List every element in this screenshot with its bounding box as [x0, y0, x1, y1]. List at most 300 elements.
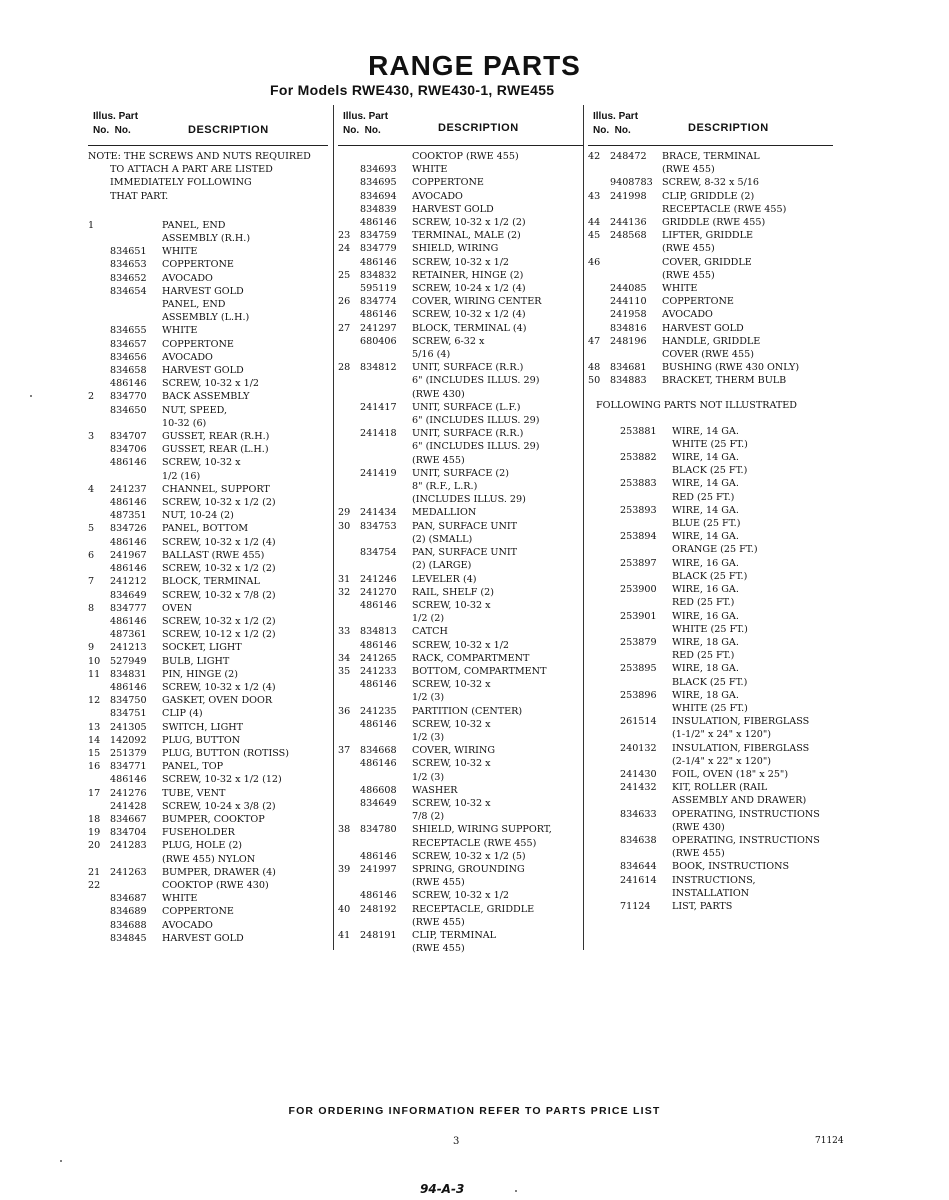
not-illustrated-heading: FOLLOWING PARTS NOT ILLUSTRATED: [596, 399, 797, 411]
part-description: BRACE, TERMINAL: [662, 151, 760, 162]
illus-number: [88, 892, 110, 905]
part-description: 6" (INCLUDES ILLUS. 29): [412, 441, 540, 453]
part-row: [88, 417, 328, 430]
illus-number: 17: [88, 787, 101, 799]
part-number: 71124: [620, 900, 651, 912]
part-description: GASKET, OVEN DOOR: [162, 695, 273, 707]
not-illustrated-row: [588, 847, 833, 860]
part-number: 241419: [360, 467, 397, 479]
header-rule: [588, 145, 833, 146]
part-description: BRACKET, THERM BULB: [662, 375, 787, 387]
not-illustrated-row: [588, 610, 833, 623]
part-description: WIRE, 16 GA.: [672, 610, 739, 622]
part-row: [88, 681, 328, 694]
part-number: [110, 311, 162, 324]
indent: [588, 676, 620, 689]
ordering-footer: FOR ORDERING INFORMATION REFER TO PARTS PRICE LIST: [288, 1105, 661, 1117]
illus-number: [588, 308, 610, 321]
part-number: [610, 348, 662, 361]
part-number: 834779: [360, 243, 397, 255]
illus-number: 29: [338, 507, 351, 519]
not-illustrated-row: [588, 821, 833, 834]
part-description: BLOCK, TERMINAL: [162, 576, 260, 588]
part-description: SCREW, 10-32 x: [412, 797, 491, 809]
part-row: [88, 575, 328, 588]
indent: [588, 847, 620, 860]
part-description: NUT, SPEED,: [162, 404, 228, 416]
illus-number: [338, 810, 360, 823]
illus-number: 21: [88, 866, 101, 878]
part-row: [588, 361, 833, 374]
illus-number: [88, 919, 110, 932]
part-row: [338, 401, 583, 414]
part-row: [338, 718, 583, 731]
part-row: [88, 285, 328, 298]
part-number: 9408783: [610, 177, 653, 189]
part-description: SCREW, 10-32 x: [412, 718, 491, 730]
illus-number: 38: [338, 824, 351, 836]
part-number: [360, 493, 412, 506]
part-description: SCREW, 10-32 x 1/2: [162, 378, 260, 390]
part-description: HARVEST GOLD: [162, 285, 244, 297]
part-number: 527949: [110, 655, 147, 667]
column-header: Illus. Part No. No. DESCRIPTION: [93, 111, 269, 136]
illus-number: [88, 417, 110, 430]
part-number: [360, 150, 412, 163]
part-number: [110, 298, 162, 311]
part-number: [620, 728, 672, 741]
part-row: [588, 216, 833, 229]
not-illustrated-row: [588, 491, 833, 504]
illus-number: 10: [88, 655, 101, 667]
column-header: Illus. Part No. No. DESCRIPTION: [343, 111, 519, 136]
part-description: COVER (RWE 455): [662, 349, 754, 361]
part-number: 834650: [110, 404, 147, 416]
part-description: 8" (R.F., L.R.): [412, 481, 478, 493]
part-row: [88, 351, 328, 364]
part-description: PARTITION (CENTER): [412, 705, 523, 717]
part-description: ASSEMBLY (L.H.): [162, 312, 250, 324]
indent: [588, 874, 620, 887]
part-row: [88, 892, 328, 905]
part-row: [88, 839, 328, 852]
part-description: TERMINAL, MALE (2): [412, 230, 521, 242]
illus-number: [88, 615, 110, 628]
part-number: 834681: [610, 362, 647, 374]
not-illustrated-row: [588, 477, 833, 490]
part-number: [360, 691, 412, 704]
part-row: [338, 837, 583, 850]
part-description: WIRE, 14 GA.: [672, 531, 739, 543]
part-number: [610, 242, 662, 255]
part-number: 834707: [110, 431, 147, 443]
part-number: [360, 348, 412, 361]
not-illustrated-row: [588, 438, 833, 451]
illus-number: 36: [338, 705, 351, 717]
not-illustrated-row: [588, 689, 833, 702]
scan-speck: [30, 395, 32, 397]
part-number: 486146: [110, 681, 147, 693]
part-description: WHITE (25 FT.): [672, 702, 748, 714]
part-number: 253893: [620, 504, 657, 516]
part-description: COPPERTONE: [412, 177, 484, 189]
illus-number: 31: [338, 573, 351, 585]
not-illustrated-row: [588, 887, 833, 900]
part-number: 486146: [360, 758, 397, 770]
illus-number: [338, 691, 360, 704]
part-number: 834654: [110, 285, 147, 297]
part-number: [620, 887, 672, 900]
part-row: [88, 496, 328, 509]
part-number: [620, 821, 672, 834]
part-number: 253900: [620, 584, 657, 596]
part-number: 834812: [360, 362, 397, 374]
part-description: WIRE, 14 GA.: [672, 425, 739, 437]
scan-speck: [60, 1160, 62, 1162]
part-description: WIRE, 14 GA.: [672, 504, 739, 516]
part-description: WHITE: [162, 893, 198, 905]
part-description: PAN, SURFACE UNIT: [412, 520, 518, 532]
part-row: [588, 256, 833, 269]
parts-column-2: [333, 105, 583, 955]
illus-number: 1: [88, 219, 95, 231]
part-row: [88, 549, 328, 562]
part-number: 241305: [110, 721, 147, 733]
part-description: WIRE, 16 GA.: [672, 584, 739, 596]
not-illustrated-row: [588, 504, 833, 517]
part-row: [588, 322, 833, 335]
illus-number: 24: [338, 243, 351, 255]
illus-number: 37: [338, 745, 351, 757]
illus-number: [338, 612, 360, 625]
part-row: [588, 374, 833, 387]
part-row: [88, 470, 328, 483]
part-row: [338, 322, 583, 335]
illus-number: 5: [88, 523, 95, 535]
indent: [588, 662, 620, 675]
part-row: [338, 388, 583, 401]
indent: [588, 781, 620, 794]
part-number: 241428: [110, 800, 147, 812]
not-illustrated-row: [588, 425, 833, 438]
part-number: 241265: [360, 652, 397, 664]
part-row: [88, 628, 328, 641]
illus-number: [588, 176, 610, 189]
illus-number: 13: [88, 721, 101, 733]
page-number: 3: [453, 1136, 460, 1147]
part-number: 241418: [360, 428, 397, 440]
part-number: 834726: [110, 523, 147, 535]
part-number: 834667: [110, 813, 147, 825]
part-row: [338, 731, 583, 744]
part-number: [360, 612, 412, 625]
part-number: [610, 269, 662, 282]
part-description: LEVELER (4): [412, 573, 477, 585]
part-number: 241434: [360, 507, 397, 519]
part-description: RAIL, SHELF (2): [412, 586, 495, 598]
part-description: AVOCADO: [162, 919, 213, 931]
part-row: [88, 787, 328, 800]
part-description: WHITE (25 FT.): [672, 438, 748, 450]
part-number: 241997: [360, 863, 397, 875]
illus-number: [88, 562, 110, 575]
illus-number: [338, 850, 360, 863]
not-illustrated-row: [588, 557, 833, 570]
illus-number: [88, 351, 110, 364]
part-row: [338, 757, 583, 770]
part-number: [620, 623, 672, 636]
part-row: [88, 734, 328, 747]
not-illustrated-row: [588, 623, 833, 636]
illus-number: 12: [88, 695, 101, 707]
page-subtitle: For Models RWE430, RWE430-1, RWE455: [270, 82, 555, 98]
part-number: [110, 853, 162, 866]
part-description: (RWE 455): [412, 943, 465, 955]
part-number: [360, 440, 412, 453]
illus-number: [88, 707, 110, 720]
illus-number: [88, 773, 110, 786]
not-illustrated-row: [588, 808, 833, 821]
illus-number: [338, 176, 360, 189]
part-number: [620, 676, 672, 689]
part-row: [338, 784, 583, 797]
illus-number: [338, 678, 360, 691]
part-description: UNIT, SURFACE (R.R.): [412, 428, 524, 440]
part-description: UNIT, SURFACE (2): [412, 467, 509, 479]
part-number: 834655: [110, 325, 147, 337]
part-description: WIRE, 16 GA.: [672, 557, 739, 569]
part-description: SCREW, 6-32 x: [412, 335, 485, 347]
part-row: [88, 404, 328, 417]
part-description: LIFTER, GRIDDLE: [662, 230, 753, 242]
indent: [588, 742, 620, 755]
part-number: 241233: [360, 665, 397, 677]
illus-number: [588, 163, 610, 176]
illus-number: [338, 414, 360, 427]
part-row: [588, 190, 833, 203]
part-description: (RWE 455): [662, 269, 715, 281]
illus-number: [338, 282, 360, 295]
part-number: 241432: [620, 782, 657, 794]
part-number: 834754: [360, 547, 397, 559]
part-description: SHIELD, WIRING: [412, 243, 499, 255]
part-row: [338, 295, 583, 308]
part-description: WHITE: [162, 325, 198, 337]
part-description: WHITE: [162, 246, 198, 258]
part-description: 1/2 (3): [412, 692, 445, 704]
part-number: [110, 470, 162, 483]
part-description: SCREW, 10-32 x 1/2 (4): [412, 309, 526, 321]
part-number: 834771: [110, 761, 147, 773]
part-number: [610, 256, 662, 269]
part-description: KIT, ROLLER (RAIL: [672, 782, 768, 794]
illus-number: [88, 536, 110, 549]
part-description: SCREW, 10-32 x 1/2 (2): [162, 497, 276, 509]
part-description: COOKTOP (RWE 455): [412, 151, 519, 162]
illus-number: 18: [88, 813, 101, 825]
part-row: [338, 256, 583, 269]
part-number: [620, 702, 672, 715]
part-number: 834816: [610, 322, 647, 334]
illus-number: 20: [88, 840, 101, 852]
illus-number: [88, 245, 110, 258]
part-row: [88, 443, 328, 456]
illus-number: [338, 190, 360, 203]
parts-list-3: [588, 150, 833, 388]
part-description: COPPERTONE: [662, 296, 734, 308]
part-description: BOTTOM, COMPARTMENT: [412, 665, 547, 677]
part-row: [338, 493, 583, 506]
part-description: BLACK (25 FT.): [672, 676, 748, 688]
part-row: [88, 311, 328, 324]
indent: [588, 438, 620, 451]
part-number: 834813: [360, 626, 397, 638]
part-row: [88, 707, 328, 720]
part-row: [338, 573, 583, 586]
part-description: BALLAST (RWE 455): [162, 549, 265, 561]
part-row: [88, 932, 328, 945]
illus-number: [338, 150, 360, 163]
not-illustrated-row: [588, 662, 833, 675]
illus-number: [88, 681, 110, 694]
illus-number: [88, 324, 110, 337]
part-description: GUSSET, REAR (R.H.): [162, 431, 270, 443]
part-description: 6" (INCLUDES ILLUS. 29): [412, 375, 540, 387]
illus-number: 40: [338, 903, 351, 915]
part-number: [360, 559, 412, 572]
part-row: [338, 348, 583, 361]
part-number: 486146: [110, 774, 147, 786]
illus-number: [338, 599, 360, 612]
part-description: COPPERTONE: [162, 906, 234, 918]
part-description: SCREW, 10-32 x 1/2 (4): [162, 681, 276, 693]
part-number: 834644: [620, 861, 657, 873]
part-description: COVER, GRIDDLE: [662, 256, 752, 268]
part-row: [588, 176, 833, 189]
part-number: 248191: [360, 929, 397, 941]
part-row: [338, 889, 583, 902]
part-number: 486146: [360, 718, 397, 730]
part-description: SCREW, 10-32 x 1/2 (5): [412, 850, 526, 862]
illus-number: 46: [588, 256, 601, 268]
part-row: [88, 364, 328, 377]
part-number: 834780: [360, 824, 397, 836]
part-number: [360, 480, 412, 493]
indent: [588, 570, 620, 583]
part-description: SCREW, 10-32 x 1/2: [412, 639, 510, 651]
part-description: PANEL, BOTTOM: [162, 523, 249, 535]
part-row: [588, 295, 833, 308]
part-number: 680406: [360, 335, 397, 347]
part-row: [588, 242, 833, 255]
part-number: [610, 203, 662, 216]
part-row: [338, 361, 583, 374]
part-number: [620, 438, 672, 451]
illus-number: [588, 242, 610, 255]
illus-number: [88, 853, 110, 866]
indent: [588, 821, 620, 834]
part-description: SCREW, 8-32 x 5/16: [662, 177, 760, 189]
part-row: [88, 456, 328, 469]
illus-number: 48: [588, 362, 601, 374]
illus-number: [338, 401, 360, 414]
part-description: SCREW, 10-32 x 1/2 (2): [412, 217, 526, 229]
part-description: NUT, 10-24 (2): [162, 510, 234, 522]
part-number: 486146: [360, 256, 397, 268]
parts-list-2: [338, 150, 583, 955]
illus-number: [338, 889, 360, 902]
not-illustrated-row: [588, 517, 833, 530]
part-row: [88, 509, 328, 522]
scan-speck: [515, 1190, 517, 1192]
illus-number: [338, 837, 360, 850]
illus-number: [338, 348, 360, 361]
illus-number: [338, 256, 360, 269]
part-description: ASSEMBLY AND DRAWER): [672, 795, 807, 807]
illus-number: [338, 163, 360, 176]
part-row: [338, 282, 583, 295]
part-description: BUMPER, DRAWER (4): [162, 866, 276, 878]
part-description: SCREW, 10-24 x 3/8 (2): [162, 800, 276, 812]
illus-number: [88, 404, 110, 417]
not-illustrated-row: [588, 530, 833, 543]
page-title: RANGE PARTS: [368, 50, 581, 81]
part-number: 241958: [610, 309, 647, 321]
part-row: [88, 773, 328, 786]
not-illustrated-row: [588, 834, 833, 847]
part-row: [338, 916, 583, 929]
part-row: [88, 483, 328, 496]
indent: [588, 610, 620, 623]
part-row: [338, 586, 583, 599]
part-row: [88, 232, 328, 245]
part-number: 486146: [110, 615, 147, 627]
part-row: [338, 533, 583, 546]
not-illustrated-row: [588, 596, 833, 609]
part-description: WASHER: [412, 784, 458, 796]
part-description: HARVEST GOLD: [412, 203, 494, 215]
illus-number: [338, 771, 360, 784]
part-description: (RWE 455): [672, 848, 725, 860]
illus-number: [338, 731, 360, 744]
illus-number: [88, 298, 110, 311]
part-description: UNIT, SURFACE (R.R.): [412, 362, 524, 374]
indent: [588, 477, 620, 490]
illus-number: 34: [338, 652, 351, 664]
part-number: 241967: [110, 549, 147, 561]
illus-number: [338, 546, 360, 559]
part-row: [88, 338, 328, 351]
part-number: 486146: [360, 599, 397, 611]
part-number: 834668: [360, 745, 397, 757]
part-description: FOIL, OVEN (18" x 25"): [672, 768, 789, 780]
part-number: 244136: [610, 217, 647, 229]
part-row: [338, 559, 583, 572]
part-description: CATCH: [412, 626, 448, 638]
indent: [588, 464, 620, 477]
illus-number: 25: [338, 269, 351, 281]
not-illustrated-row: [588, 543, 833, 556]
illus-number: [338, 639, 360, 652]
part-number: 241212: [110, 576, 147, 588]
part-row: [88, 245, 328, 258]
part-row: [338, 678, 583, 691]
indent: [588, 728, 620, 741]
part-row: [338, 810, 583, 823]
illus-number: [338, 440, 360, 453]
part-row: [338, 163, 583, 176]
illus-number: [588, 282, 610, 295]
